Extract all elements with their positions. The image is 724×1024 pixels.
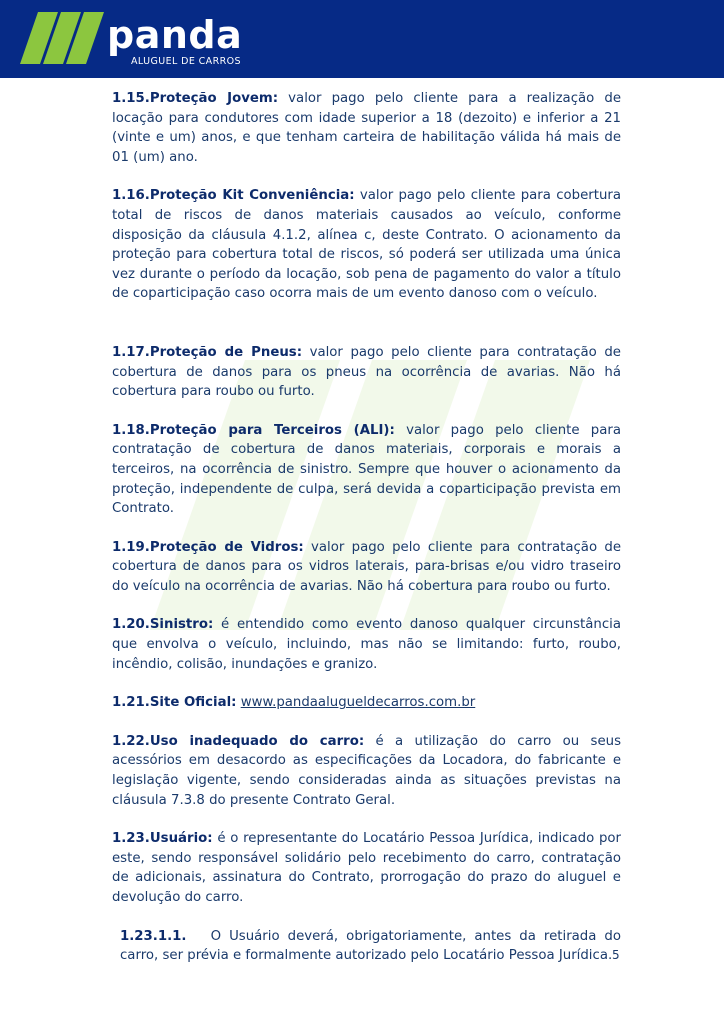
document-body: [112, 89, 621, 966]
section-text: é a utilização do carro ou seus acessórios em desacordo as especificações da Locadora, do fabricante e legislação vigente, sendo consideradas ainda as situações previstas na cláusula 7.3.8 do presente Contrato Geral.: [112, 733, 621, 808]
section-1-21: [112, 693, 621, 713]
section-heading: 1.22.Uso inadequado do carro:: [112, 733, 365, 749]
subsection-number: 1.23.1.1.: [120, 928, 187, 944]
section-heading: 1.16.Proteção Kit Conveniência:: [112, 188, 355, 204]
section-text: valor pago pelo cliente para contratação de cobertura de danos materiais, corporais e morais a terceiros, na ocorrência de sinistro. Sempre que houver o acionamento da proteção, independente de culpa, será devida a coparticipação prevista em Contrato.: [112, 422, 622, 517]
section-heading: 1.20.Sinistro:: [112, 617, 214, 633]
section-heading: 1.18.Proteção para Terceiros (ALI):: [112, 422, 395, 438]
section-1-23: [112, 829, 621, 907]
section-text: valor pago pelo cliente para contratação de cobertura de danos para os pneus na ocorrência de avarias. Não há cobertura para roubo ou furto.: [112, 344, 621, 400]
section-text: é entendido como evento danoso qualquer circunstância que envolva o veículo, incluindo, mas não se limitando: furto, roubo, incêndio, colisão, inundações e granizo.: [112, 617, 621, 672]
section-1-19: [112, 538, 621, 597]
panda-logo-icon: [20, 12, 104, 64]
section-heading: 1.23.Usuário:: [112, 831, 213, 847]
section-heading: 1.15.Proteção Jovem:: [112, 91, 279, 106]
header-bar: [0, 0, 724, 78]
section-1-20: [112, 615, 621, 674]
section-heading: 1.19.Proteção de Vidros:: [112, 539, 304, 555]
subsection-1-23-1-1: [120, 927, 621, 966]
section-text: valor pago pelo cliente para contratação de cobertura de danos para os vidros laterais, para-brisas e/ou vidro traseiro do veículo na ocorrência de avarias. Não há cobertura para roubo ou furto.: [112, 539, 622, 594]
section-1-16: [112, 186, 621, 304]
section-text: valor pago pelo cliente para a realização de locação para condutores com idade superior a 18 (dezoito) e inferior a 21 (vinte e um) anos, e que tenham carteira de habilitação válida há mais de 01 (um) ano.: [112, 91, 621, 165]
section-1-18: [112, 421, 621, 519]
page-number: 5: [612, 948, 620, 962]
section-text: valor pago pelo cliente para cobertura total de riscos de danos materiais causados ao veículo, conforme disposição da cláusula 4.1.2, alínea c, deste Contrato. O acionamento da proteção para cobertura total de riscos, só poderá ser utilizada uma única vez durante o período da locação, sob pena de pagamento do valor a título de coparticipação caso ocorra mais de um evento danoso com o veículo.: [112, 188, 621, 302]
section-1-22: [112, 732, 621, 810]
site-link[interactable]: www.pandaalugueldecarros.com.br: [240, 695, 476, 711]
subsection-text: O Usuário deverá, obrigatoriamente, antes da retirada do carro, ser prévia e formalmente autorizado pelo Locatário Pessoa Jurídica.: [120, 928, 622, 964]
brand-tagline: ALUGUEL DE CARROS: [131, 56, 241, 67]
section-heading: 1.17.Proteção de Pneus:: [112, 344, 303, 360]
section-1-17: [112, 343, 621, 402]
brand-name: panda: [107, 13, 243, 57]
section-heading: 1.21.Site Oficial:: [112, 695, 237, 711]
section-text: é o representante do Locatário Pessoa Jurídica, indicado por este, sendo responsável solidário pelo recebimento do carro, contratação de adicionais, assinatura do Contrato, prorrogação do prazo do aluguel e devolução do carro.: [112, 831, 621, 905]
section-1-15: [112, 89, 621, 167]
